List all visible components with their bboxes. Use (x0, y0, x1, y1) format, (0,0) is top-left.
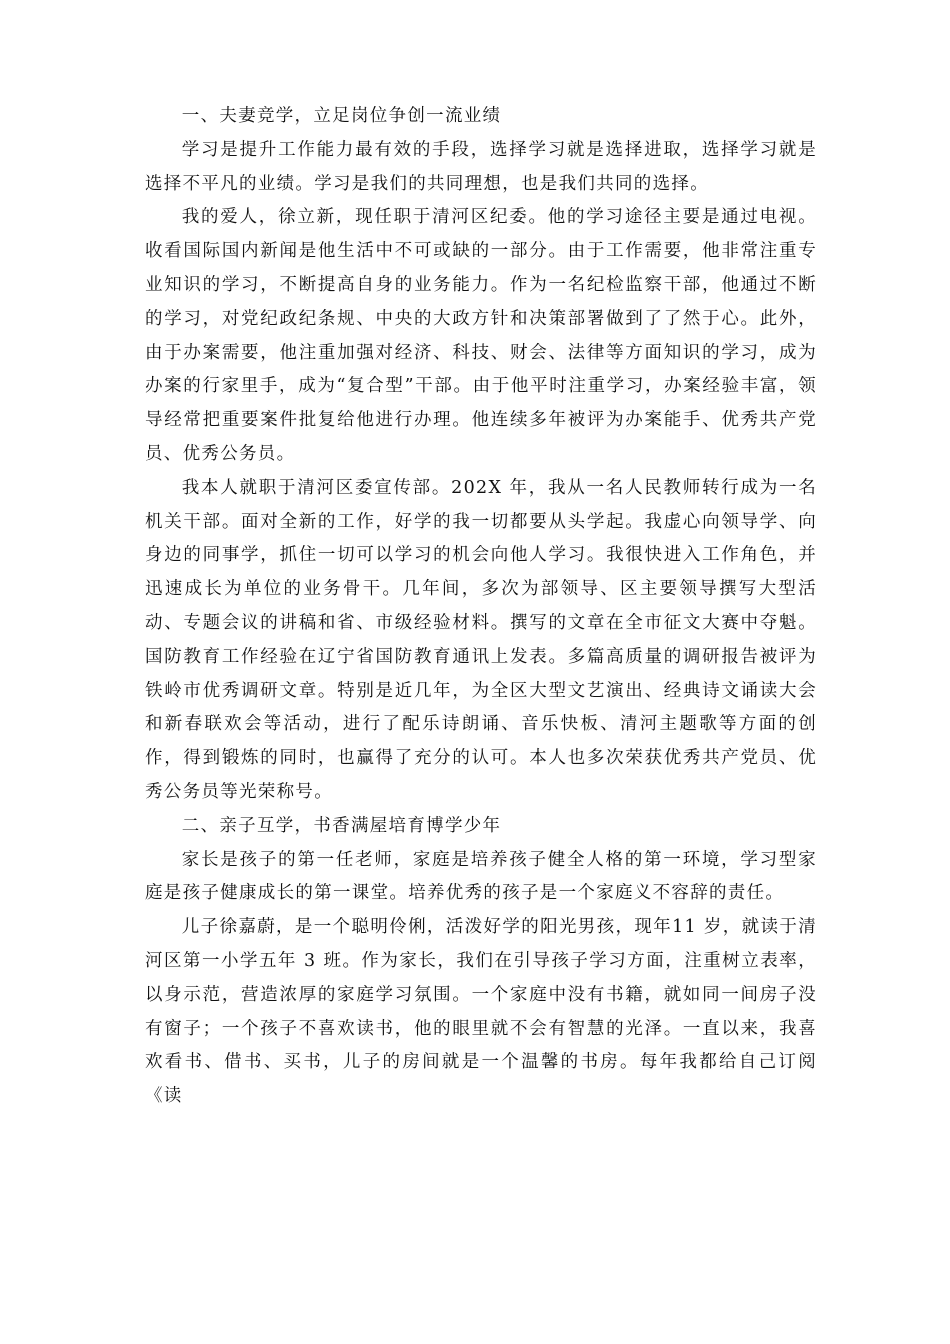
paragraph-husband: 我的爱人，徐立新，现任职于清河区纪委。他的学习途径主要是通过电视。收看国际国内新闻是他生活中不可或缺的一部分。由于工作需要，他非常注重专业知识的学习，不断提高自身的业务能力。作为一名纪检监察干部，他通过不断的学习，对党纪政纪条规、中央的大政方针和决策部署做到了了然于心。此外，由于办案需要，他注重加强对经济、科技、财会、法律等方面知识的学习，成为办案的行家里手，成为“复合型”干部。由于他平时注重学习，办案经验丰富，领导经常把重要案件批复给他进行办理。他连续多年被评为办案能手、优秀共产党员、优秀公务员。 (145, 207, 817, 464)
section-heading-2: 二、亲子互学，书香满屋培育博学少年 (181, 815, 502, 836)
paragraph-son: 儿子徐嘉蔚，是一个聪明伶俐，活泼好学的阳光男孩，现年11 岁，就读于清河区第一小学五年 3 班。作为家长，我们在引导孩子学习方面，注重树立表率，以身示范，营造浓厚的家庭学习氛围。一个家庭中没有书籍，就如同一间房子没有窗子；一个孩子不喜欢读书，他的眼里就不会有智慧的光泽。一直以来，我喜欢看书、借书、买书，儿子的房间就是一个温馨的书房。每年我都给自己订阅《读 (145, 917, 817, 1107)
paragraph-learning-intro: 学习是提升工作能力最有效的手段，选择学习就是选择进取，选择学习就是选择不平凡的业绩。学习是我们的共同理想，也是我们共同的选择。 (145, 139, 817, 194)
document-body (145, 100, 817, 1114)
paragraph-self: 我本人就职于清河区委宣传部。202X 年，我从一名人民教师转行成为一名机关干部。面对全新的工作，好学的我一切都要从头学起。我虚心向领导学、向身边的同事学，抓住一切可以学习的机会向他人学习。我很快进入工作角色，并迅速成长为单位的业务骨干。几年间，多次为部领导、区主要领导撰写大型活动、专题会议的讲稿和省、市级经验材料。撰写的文章在全市征文大赛中夺魁。国防教育工作经验在辽宁省国防教育通讯上发表。多篇高质量的调研报告被评为铁岭市优秀调研文章。特别是近几年，为全区大型文艺演出、经典诗文诵读大会和新春联欢会等活动，进行了配乐诗朗诵、音乐快板、清河主题歌等方面的创作，得到锻炼的同时，也赢得了充分的认可。本人也多次荣获优秀共产党员、优秀公务员等光荣称号。 (145, 477, 817, 802)
paragraph-parents: 家长是孩子的第一任老师，家庭是培养孩子健全人格的第一环境，学习型家庭是孩子健康成长的第一课堂。培养优秀的孩子是一个家庭义不容辞的责任。 (145, 849, 817, 904)
section-heading-1: 一、夫妻竞学，立足岗位争创一流业绩 (181, 106, 502, 126)
